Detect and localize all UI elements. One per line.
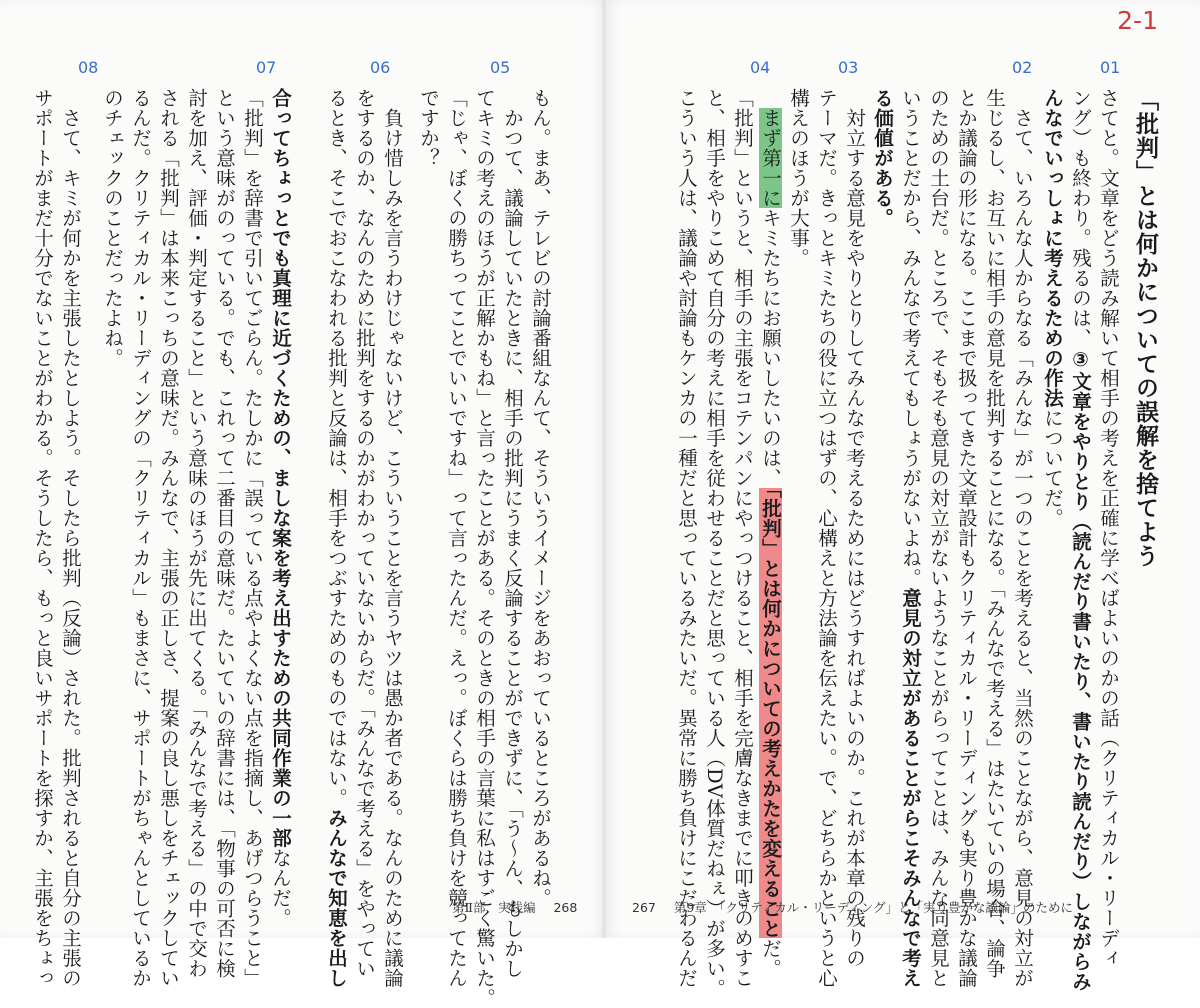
paragraph-col-02: さて、いろんな人からなる「みんな」が一つのことを考えると、当然のことながら、意見の対立が 生じるし、お互いに相手の意見を批判することになる。「みんなで考える」はたいていの場合、論争 とか議論の形になる。ここまで扱ってきた文章設計もクリティカル・リーディングも実り豊かな議論 のための土台だ。ところで、そもそも意見の対立がないようなことがらってことは、みんな同意見と いうことだから、みんなで考えてもしょうがないよね。意見の対立があることがらこそみんなで考え る価値がある。 (871, 88, 1034, 988)
section-marker: 2-1 (1117, 6, 1158, 35)
col-number-03: 03 (838, 58, 859, 77)
left-page-footer (452, 898, 577, 916)
col-number-01: 01 (1100, 58, 1121, 77)
part-label: 第Ⅱ部 実践編 (452, 900, 536, 915)
paragraph-col-08: さて、キミが何かを主張したとしよう。そしたら批判（反論）された。批判されると自分の主張の サポートがまだ十分でないことがわかる。そうしたら、もっと良いサポートを探すか、主張をちょっ (31, 88, 82, 988)
section-heading: 「批判」とは何かについての誤解を捨てよう (1132, 88, 1158, 568)
col-number-06: 06 (370, 58, 391, 77)
red-highlight: 「批判」とは何かについての考えかたを変えること (759, 488, 782, 939)
col-number-05: 05 (490, 58, 511, 77)
col-number-04: 04 (750, 58, 771, 77)
col-number-02: 02 (1012, 58, 1033, 77)
paragraph-col-05: もん。まあ、テレビの討論番組なんて、そういうイメージをあおっているところがあるね。 かつて、議論していたときに、相手の批判にうまく反論することができずに、「う～ん、もしかし てキミの考えのほうが正解かもね」と言ったことがある。そのときの相手の言葉に私はすごく驚いた。 「じゃ、ぼくの勝ちってことでいいですね」って言ったんだ。えっ。ぼくらは勝ち負けを競ってたん ですか？ (417, 88, 552, 1008)
paragraph-col-04: まず第一にキミたちにお願いしたいのは、「批判」とは何かについての考えかたを変えることだ。 「批判」というと、相手の主張をコテンパンにやっつけること、相手を完膚なきまでに叩きのめすこ と、相手をやりこめて自分の考えに相手を従わせることだと思っている人（DV体質だねぇ）が多い。 こういう人は、議論や討論もケンカの一種だと思っているみたいだ。異常に勝ち負けにこだわるんだ (675, 88, 782, 999)
page-number-268: 268 (553, 900, 578, 915)
col-number-07: 07 (256, 58, 277, 77)
paragraph-col-06: 負け惜しみを言うわけじゃないけど、こういうことを言うヤツは愚か者である。なんのために議論 をするのか、なんのために批判をするのかがわかっていないからだ。「みんなで考える」をやってい るとき、そこでおこなわれる批判と反論は、相手をつぶすためのものではない。みんなで知恵を出し (325, 88, 404, 988)
right-page (606, 0, 1200, 999)
paragraph-col-01: さてと。文章をどう読み解いて相手の考えを正確に学べばよいのかの話（クリティカル・リーディ ング）も終わり。残るのは、③文章をやりとり（読んだり書いたり、書いたり読んだり）しながらみ んなでいっしょに考えるための作法についてだ。 (1041, 88, 1120, 992)
right-page-footer (632, 898, 1073, 916)
paragraph-col-03: 対立する意見をやりとりしてみんなで考えるためにはどうすればよいのか。これが本章の残りの テーマだ。きっとキミたちの役に立つはずの、心構えと方法論を伝えたい。で、どちらかというと心 構えのほうが大事。 (787, 88, 866, 988)
chapter-title: 第9章 「クリティカル・リーディング」と「実り豊かな議論」のために (673, 900, 1074, 915)
paragraph-col-07: 合ってちょっとでも真理に近づくための、ましな案を考え出すための共同作業の一部なんだ。 「批判」を辞書で引いてごらん。たしかに「誤っている点やよくない点を指摘し、あげつらうこと」 という意味がのっている。でも、これって二番目の意味だ。たいていの辞書には、「物事の可否に検 討を加え、評価・判定すること」という意味のほうが先に出てくる。「みんなで考える」の中で交わ される「批判」は本来こっちの意味だ。みんなで、主張の正しさ、提案の良し悪しをチェックしてい るんだ。クリティカル・リーディングの「クリティカル」もまさに、サポートがちゃんとしているか のチェックのことだったよね。 (101, 88, 292, 988)
col-number-08: 08 (78, 58, 99, 77)
page-number-267: 267 (632, 900, 656, 915)
green-highlight: まず第一に (759, 108, 782, 208)
